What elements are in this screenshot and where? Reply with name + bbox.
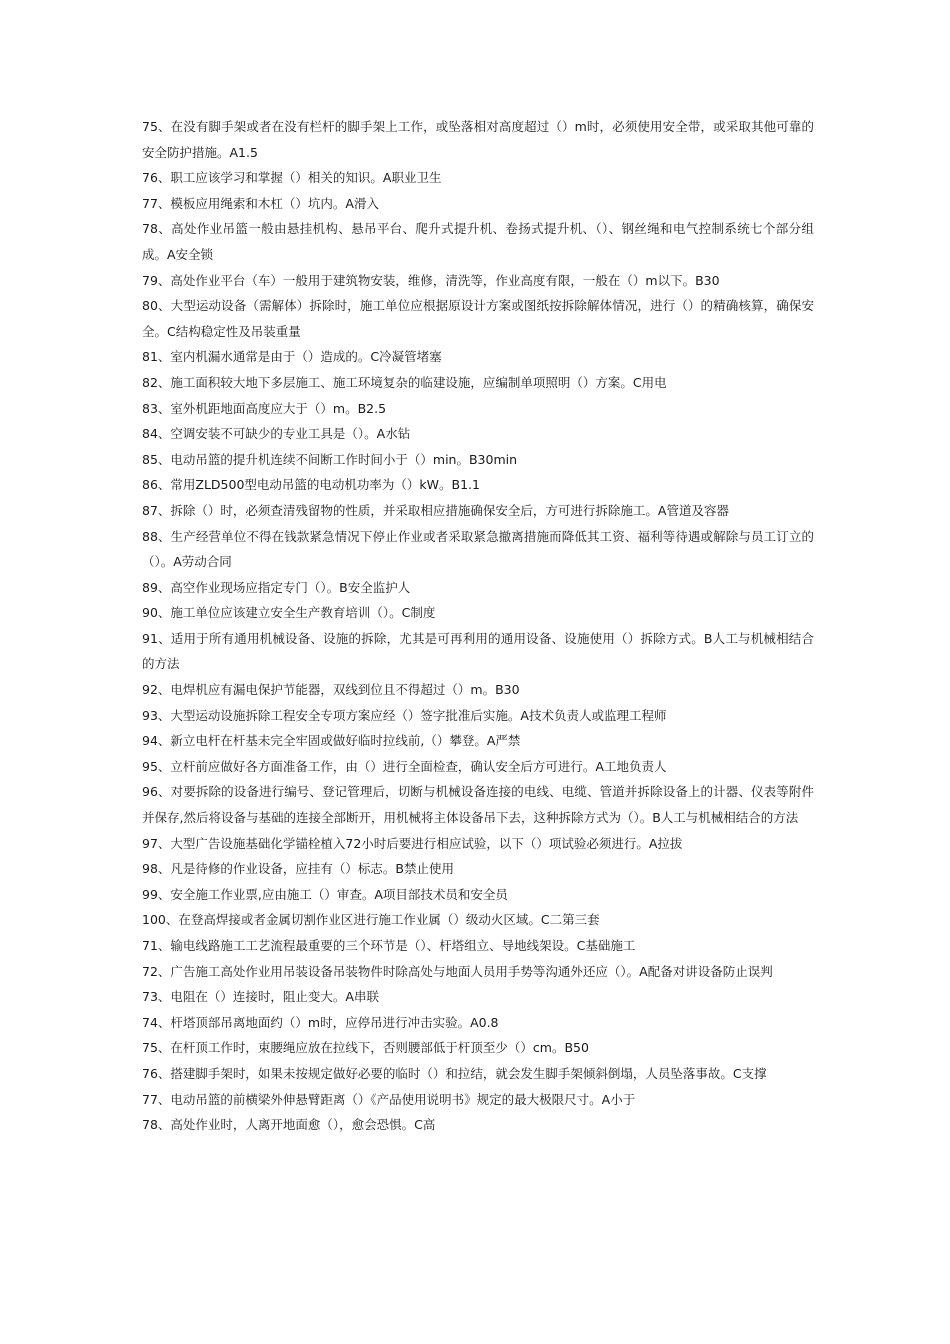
question-item: 75、在杆顶工作时，束腰绳应放在拉线下，否则腰部低于杆顶至少（）cm。B50: [142, 1040, 589, 1056]
question-item: 83、室外机距地面高度应大于（）m。B2.5: [142, 400, 387, 416]
question-item: 76、搭建脚手架时，如果未按规定做好必要的临时（）和拉结，就会发生脚手架倾斜倒塌，人员坠落事故。C支撑: [142, 1065, 767, 1081]
document-body: [142, 114, 814, 1138]
question-item: 89、高空作业现场应指定专门（）。B安全监护人: [142, 579, 411, 595]
question-item: 79、高处作业平台（车）一般用于建筑物安装，维修，清洗等，作业高度有限，一般在（）m以下。B30: [142, 272, 720, 288]
question-item: 93、大型运动设施拆除工程安全专项方案应经（）签字批准后实施。A技术负责人或监理工程师: [142, 707, 667, 723]
question-item: 84、空调安装不可缺少的专业工具是（）。A水钻: [142, 426, 411, 442]
question-item: 72、广告施工高处作业用吊装设备吊装物件时除高处与地面人员用手势等沟通外还应（）。A配备对讲设备防止误判: [142, 963, 773, 979]
question-item: 78、高处作业吊篮一般由悬挂机构、悬吊平台、爬升式提升机、卷扬式提升机、（）、钢丝绳和电气控制系统七个部分组成。A安全锁: [142, 221, 814, 262]
question-item: 99、安全施工作业票,应由施工（）审查。A项目部技术员和安全员: [142, 886, 508, 902]
question-item: 85、电动吊篮的提升机连续不间断工作时间小于（）min。B30min: [142, 451, 518, 467]
question-item: 73、电阻在（）连接时，阻止变大。A串联: [142, 989, 379, 1005]
question-item: 75、在没有脚手架或者在没有栏杆的脚手架上工作，或坠落相对高度超过（）m时，必须使用安全带，或采取其他可靠的安全防护措施。A1.5: [142, 119, 814, 160]
question-item: 78、高处作业时，人离开地面愈（），愈会恐惧。C高: [142, 1117, 436, 1133]
question-item: 92、电焊机应有漏电保护节能器，双线到位且不得超过（）m。B30: [142, 682, 520, 698]
question-item: 82、施工面积较大地下多层施工、施工环境复杂的临建设施，应编制单项照明（）方案。C用电: [142, 374, 667, 390]
question-item: 96、对要拆除的设备进行编号、登记管理后，切断与机械设备连接的电线、电缆、管道并拆除设备上的计器、仪表等附件并保存,然后将设备与基础的连接全部断开，用机械将主体设备吊下去，这种拆除方式为（）。B人工与机械相结合的方法: [142, 784, 814, 826]
question-item: 90、施工单位应该建立安全生产教育培训（）。C制度: [142, 605, 436, 621]
question-item: 86、常用ZLD500型电动吊篮的电动机功率为（）kW。B1.1: [142, 477, 480, 493]
question-item: 95、立杆前应做好各方面准备工作，由（）进行全面检查，确认安全后方可进行。A工地负责人: [142, 758, 667, 774]
question-item: 71、输电线路施工工艺流程最重要的三个环节是（）、杆塔组立、导地线架设。C基础施工: [142, 938, 636, 953]
question-item: 88、生产经营单位不得在钱款紧急情况下停止作业或者采取紧急撤离措施而降低其工资、福利等待遇或解除与员工订立的（）。A劳动合同: [142, 528, 814, 570]
question-item: 87、拆除（）时，必须查清残留物的性质，并采取相应措施确保安全后，方可进行拆除施工。A管道及容器: [142, 502, 729, 518]
question-item: 77、模板应用绳索和木杠（）坑内。A滑入: [142, 195, 379, 211]
question-item: 81、室内机漏水通常是由于（）造成的。C冷凝管堵塞: [142, 349, 442, 365]
question-item: 91、适用于所有通用机械设备、设施的拆除，尤其是可再利用的通用设备、设施使用（）拆除方式。B人工与机械相结合的方法: [142, 630, 814, 672]
question-item: 76、职工应该学习和掌握（）相关的知识。A职业卫生: [142, 170, 442, 186]
question-item: 97、大型广告设施基础化学锚栓植入72小时后要进行相应试验，以下（）项试验必须进行。A拉拔: [142, 835, 683, 851]
question-item: 80、大型运动设备（需解体）拆除时，施工单位应根据原设计方案或图纸按拆除解体情况，进行（）的精确核算，确保安全。C结构稳定性及吊装重量: [142, 298, 814, 339]
question-item: 98、凡是待修的作业设备，应挂有（）标志。B禁止使用: [142, 861, 454, 877]
question-item: 100、在登高焊接或者金属切割作业区进行施工作业属（）级动火区域。C二第三套: [142, 912, 600, 928]
question-item: 77、电动吊篮的前横梁外伸悬臂距离（）《产品使用说明书》规定的最大极限尺寸。A小于: [142, 1091, 636, 1107]
question-item: 74、杆塔顶部吊离地面约（）m时，应停吊进行冲击实验。A0.8: [142, 1014, 499, 1030]
question-item: 94、新立电杆在杆基未完全牢固或做好临时拉线前,（）攀登。A严禁: [142, 733, 521, 749]
